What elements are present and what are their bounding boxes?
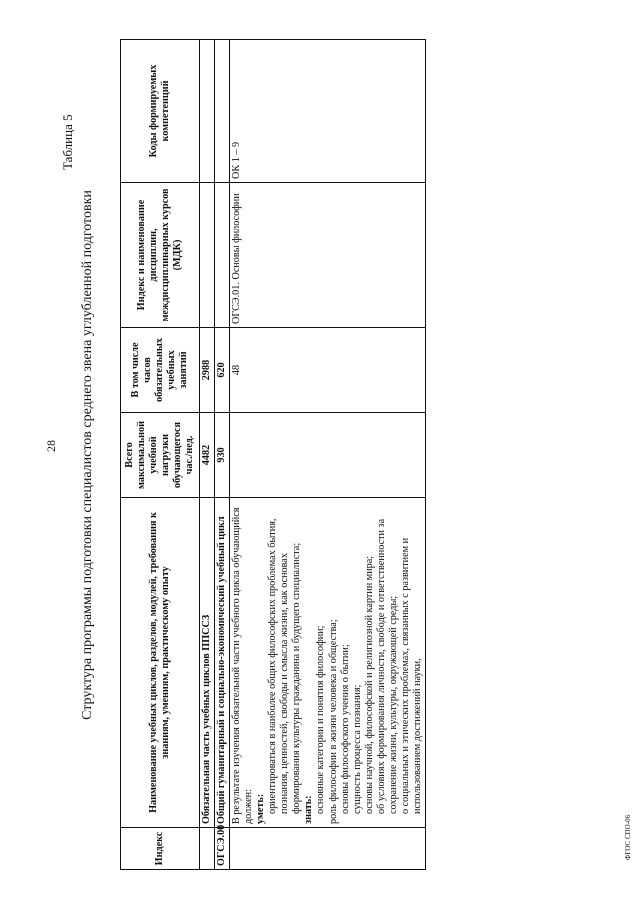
znat-item: основы научной, философской и религиозной картин мира;: [363, 555, 375, 814]
ogse-name: Общий гуманитарный и социально-экономический учебный цикл: [215, 498, 230, 828]
ogse-hours: 620: [215, 328, 230, 413]
znat-item: основные категории и понятия философии;: [315, 625, 327, 814]
znat-item: основы философского учения о бытии;: [339, 644, 351, 814]
table-row: [200, 40, 215, 870]
znat-item: о социальных и этических проблемах, связанных с развитием и использованием достижений науки,: [399, 537, 423, 814]
table-row: [215, 40, 230, 870]
ogse01-codes: ОК 1 – 9: [230, 40, 426, 183]
header-codes: Коды формируемых компетенций: [121, 40, 200, 183]
header-name: Наименование учебных циклов, разделов, модулей, требования к знаниям, умениям, практическому опыту: [121, 498, 200, 828]
rotated-page-content: [0, 40, 480, 870]
ogse01-hours: 48: [230, 328, 426, 413]
header-index: Индекс: [121, 828, 200, 870]
znat-item: роль философии в жизни человека и общества;: [327, 619, 339, 824]
program-structure-table: [120, 39, 426, 870]
ogse-total: 930: [215, 413, 230, 498]
ogse-index: ОГСЭ.00: [215, 828, 230, 870]
table-title: Структура программы подготовки специалистов среднего звена углубленной подготовки: [80, 190, 95, 720]
table-row: [230, 40, 426, 870]
ogse01-content: [230, 498, 426, 828]
znat-label: знать:: [303, 795, 315, 824]
header-mandatory: В том числе часов обязательных учебных занятий: [121, 328, 200, 413]
page-number: 28: [44, 440, 58, 452]
header-discipline: Индекс и наименование дисциплин, междисциплинарных курсов (МДК): [121, 183, 200, 328]
znat-item: об условиях формирования личности, свободе и ответственности за сохранение жизни, культуры, окружающей среды;: [375, 518, 399, 814]
header-row: [121, 40, 200, 870]
znat-item: сущность процесса познания;: [351, 684, 363, 814]
content-intro: В результате изучения обязательной части учебного цикла обучающийся должен:: [231, 507, 255, 824]
ogse01-discipline: ОГСЭ.01. Основы философии: [230, 183, 426, 328]
mandatory-part-total: 4482: [200, 413, 215, 498]
header-total: Всего максимальной учебной нагрузки обучающегося час./нед.: [121, 413, 200, 498]
footer-code: ФГОС СПО-06: [624, 814, 632, 860]
table-label: Таблица 5: [60, 114, 75, 170]
mandatory-part-hours: 2988: [200, 328, 215, 413]
umet-item: ориентироваться в наиболее общих философских проблемах бытия, познания, ценностей, свободы и смысла жизни, как основах формирования культуры гражданина и будущего специалиста;: [267, 518, 303, 814]
mandatory-part-name: Обязательная часть учебных циклов ППССЗ: [200, 498, 215, 828]
umet-label: уметь:: [255, 793, 267, 824]
